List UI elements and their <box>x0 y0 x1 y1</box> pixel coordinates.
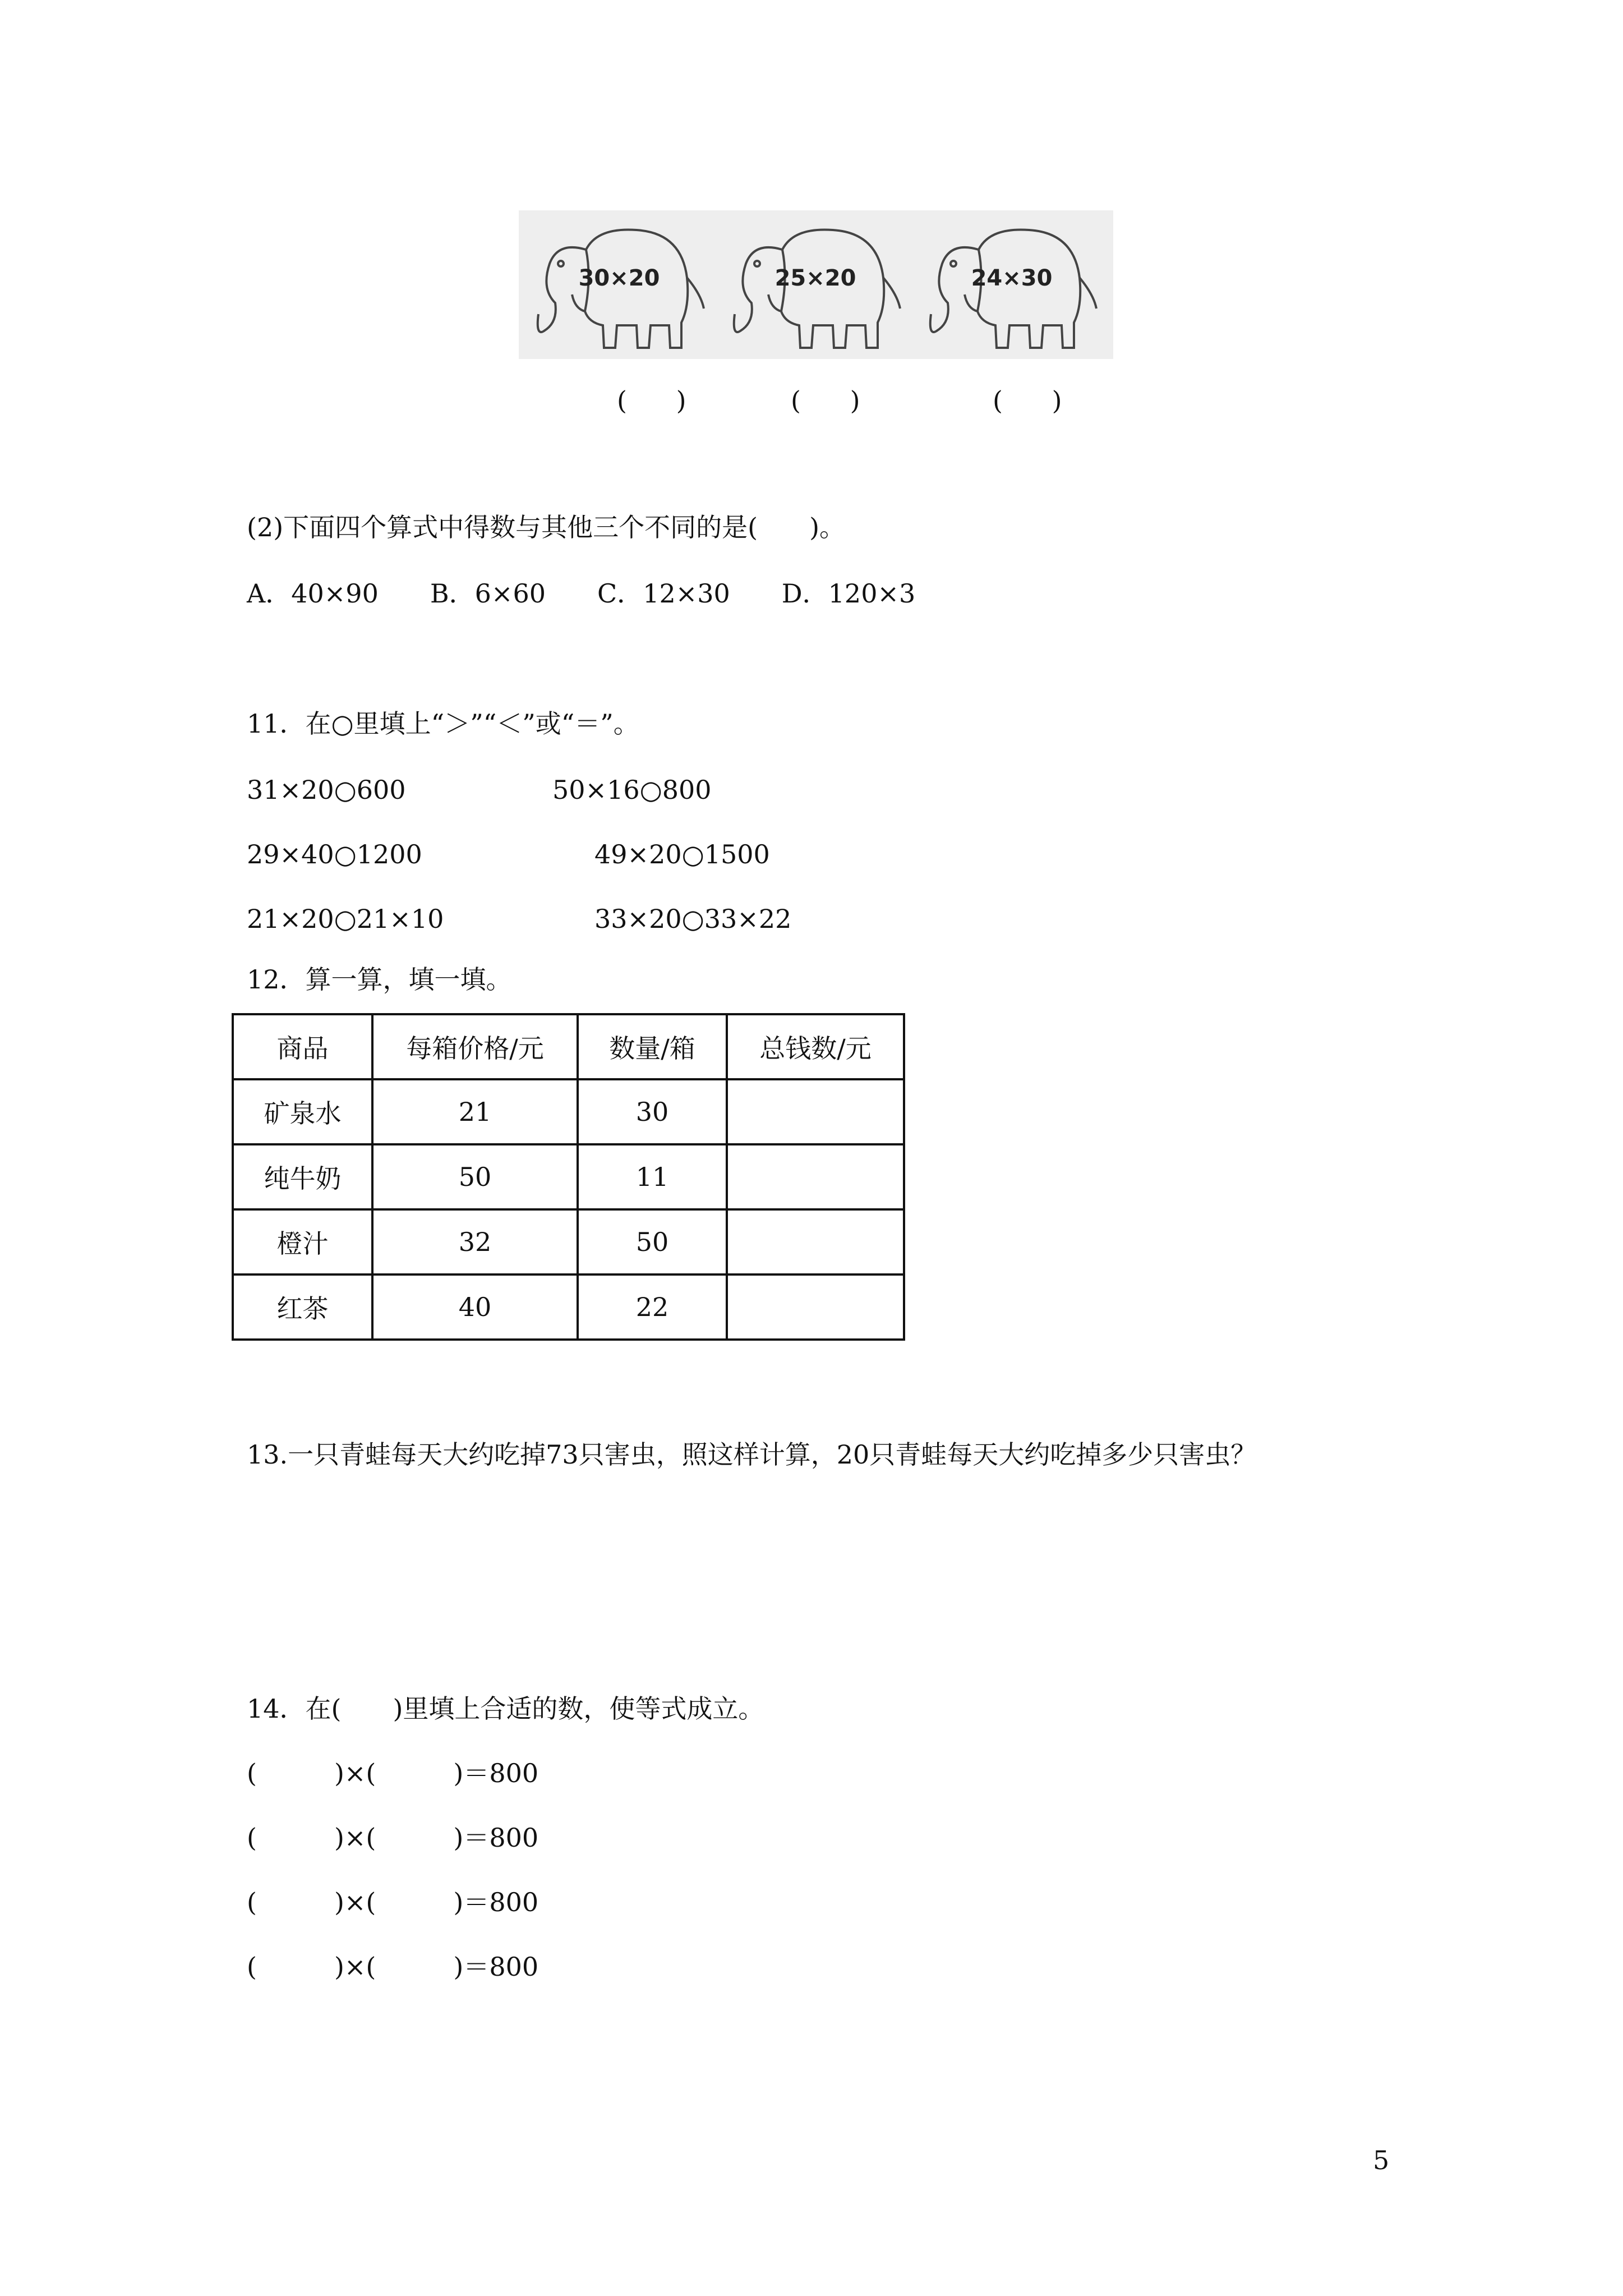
elephant-2 <box>715 210 906 359</box>
table-header: 总钱数/元 <box>727 1014 904 1079</box>
table-cell-blank <box>727 1144 904 1209</box>
page-number: 5 <box>1373 2145 1390 2175</box>
table-cell-blank <box>727 1079 904 1144</box>
table-cell: 21 <box>372 1079 578 1144</box>
q11-item: 21×20○21×10 <box>247 904 444 934</box>
q10-2-options: A．40×90 B．6×60 C．12×30 D．120×3 <box>247 578 916 609</box>
q11-item: 33×20○33×22 <box>594 904 792 934</box>
table-cell: 纯牛奶 <box>233 1144 372 1209</box>
table-header-row <box>233 1014 904 1079</box>
q11-item: 31×20○600 <box>247 775 406 805</box>
answer-blank-2: ( ) <box>791 385 860 416</box>
q11-title: 11．在○里填上“＞”“＜”或“＝”。 <box>247 708 639 739</box>
table-cell: 红茶 <box>233 1274 372 1340</box>
q11-item: 49×20○1500 <box>594 839 770 869</box>
table-header: 数量/箱 <box>578 1014 727 1079</box>
elephant-expression: 25×20 <box>774 265 856 291</box>
q13-question: 13.一只青蛙每天大约吃掉73只害虫，照这样计算，20只青蛙每天大约吃掉多少只害虫？ <box>247 1439 1257 1470</box>
table-cell: 40 <box>372 1274 578 1340</box>
table-cell: 矿泉水 <box>233 1079 372 1144</box>
q14-equation: ( )×( )＝800 <box>247 1823 539 1853</box>
price-table <box>232 1013 905 1341</box>
elephant-1 <box>519 210 709 359</box>
table-cell: 32 <box>372 1209 578 1274</box>
q14-title: 14．在( )里填上合适的数，使等式成立。 <box>247 1694 764 1724</box>
table-cell: 50 <box>372 1144 578 1209</box>
elephant-expression: 30×20 <box>578 265 660 291</box>
table-cell: 50 <box>578 1209 727 1274</box>
table-cell-blank <box>727 1209 904 1274</box>
table-cell: 30 <box>578 1079 727 1144</box>
elephants-illustration <box>519 210 1113 359</box>
table-row <box>233 1144 904 1209</box>
table-header: 商品 <box>233 1014 372 1079</box>
elephant-3 <box>911 210 1102 359</box>
q10-2-question: (2)下面四个算式中得数与其他三个不同的是( )。 <box>247 512 846 542</box>
answer-blank-3: ( ) <box>993 385 1062 416</box>
q14-equation: ( )×( )＝800 <box>247 1952 539 1982</box>
answer-blank-1: ( ) <box>617 385 686 416</box>
q14-equation: ( )×( )＝800 <box>247 1758 539 1788</box>
q11-item: 50×16○800 <box>552 775 712 805</box>
table-header: 每箱价格/元 <box>372 1014 578 1079</box>
table-cell-blank <box>727 1274 904 1340</box>
q11-item: 29×40○1200 <box>247 839 422 869</box>
table-row <box>233 1274 904 1340</box>
table-row <box>233 1079 904 1144</box>
table-cell: 橙汁 <box>233 1209 372 1274</box>
elephant-expression: 24×30 <box>971 265 1053 291</box>
table-cell: 22 <box>578 1274 727 1340</box>
table-row <box>233 1209 904 1274</box>
table-cell: 11 <box>578 1144 727 1209</box>
q12-title: 12．算一算，填一填。 <box>247 964 512 995</box>
q14-equation: ( )×( )＝800 <box>247 1887 539 1917</box>
